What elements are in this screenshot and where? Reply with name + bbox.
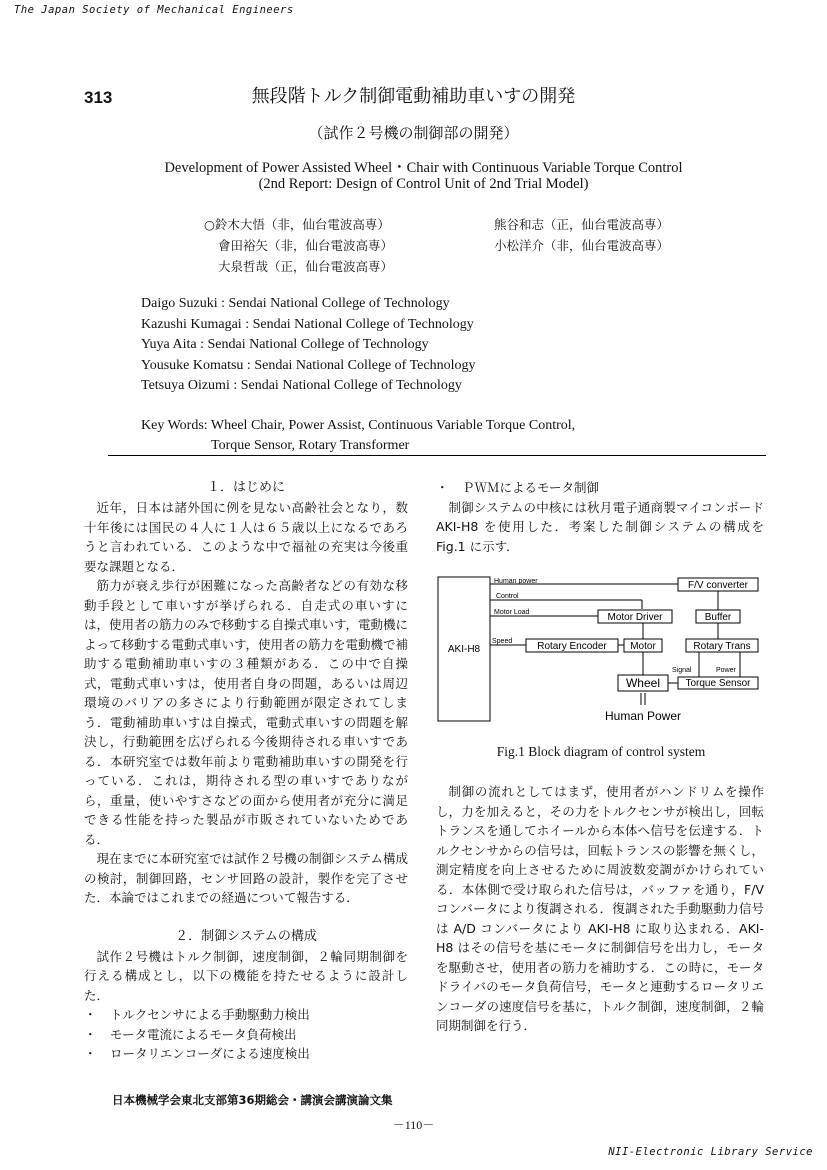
- keywords: [141, 416, 575, 456]
- header-divider: [108, 455, 766, 456]
- author-jp: 熊谷和志（正，仙台電波高専）: [494, 217, 670, 232]
- keywords-line: Torque Sensor, Rotary Transformer: [211, 438, 410, 453]
- authors-jp-left: [204, 214, 393, 277]
- list-item: ・ トルクセンサによる手動駆動力検出: [84, 1005, 408, 1025]
- author-jp: 大泉哲哉（正，仙台電波高専）: [218, 259, 394, 274]
- authors-jp-right: [494, 214, 669, 256]
- rotary-encoder-label: Rotary Encoder: [537, 641, 607, 652]
- section-heading: ２．制御システムの構成: [175, 928, 317, 944]
- author-en: Kazushi Kumagai : Sendai National College of Technology: [141, 316, 474, 332]
- paragraph: 制御システムの中核には秋月電子通商製マイコンボード AKI-H8 を使用した．考案した制御システムの構成を Fig.1 に示す．: [436, 499, 764, 554]
- section-heading: １．はじめに: [206, 480, 285, 495]
- fv-converter-label: F/V converter: [687, 580, 749, 591]
- buffer-label: Buffer: [704, 612, 732, 623]
- authors-en: [141, 294, 475, 397]
- paragraph: 筋力が衰え歩行が困難になった高齢者などの有効な移動手段として車いすが挙げられる．自走式の車いすには，使用者の筋力のみで移動する自操式車いす，電動機によって移動する電動式車いす，使用者の筋力を電動機で補助する電動補助車いすの３種類がある．この中で自操式，電動式車いすは，使用者自身の問題，あるいは周辺環境のバリアの多さにより行動範囲が限定されてしまう．電動補助車いすは自操式，電動式車いすの問題を解決し，行動範囲を広げられる今後期待される車いすである．本研究室では数年前より電動補助車いすの開発を行っている．これは，期待される型の車いすでありながら，重量，使いやすさなどの面から使用者が充分に満足できる性能を持った製品が市販されていないためである．: [84, 578, 409, 847]
- rotary-trans-label: Rotary Trans: [693, 641, 751, 652]
- power-label: Power: [716, 667, 736, 674]
- figure-caption: Fig.1 Block diagram of control system: [496, 744, 706, 759]
- block-diagram: [436, 575, 766, 725]
- control-label: Control: [496, 593, 519, 600]
- paragraph: 制御の流れとしてはまず，使用者がハンドリムを操作し，力を加えると，その力をトルクセンサが検出し，回転トランスを通してホイールから本体へ信号を伝達する．トルクセンサからの信号は，回転トランスの影響を無くし，測定精度を向上させるために周波数変調がかけられている．本体側で受け取られた信号は，バッファを通り，F/V コンバータにより復調される．復調された手動駆動力信号は A/D コンバータにより AKI-H8 に取り込まれる．AKI-H8 はその信号を基にモータに制御信号を出力し，モータを駆動させ，使用者の筋力を補助する．この時に，モータドライバのモータ負荷信号，モータと連動するロータリエンコーダの速度信号を基に，トルク制御，速度制御，２輪同期制御を行う．: [436, 784, 764, 1033]
- author-jp: 小松洋介（非，仙台電波高専）: [494, 238, 670, 253]
- paragraph: 試作２号機はトルク制御，速度制御，２輪同期制御を行える構成とし，以下の機能を持たせるように設計した．: [84, 948, 408, 1003]
- human-power-line-label: Human power: [494, 578, 538, 585]
- page-number: －110－: [392, 1118, 435, 1132]
- right-column-bottom: [436, 782, 764, 1036]
- paragraph: 現在までに本研究室では試作２号機の制御システム構成の検討，制御回路，センサ回路の設計，製作を完了させた．本論ではこれまでの経過について報告する．: [84, 851, 408, 905]
- author-jp: 會田裕矢（非，仙台電波高専）: [218, 238, 394, 253]
- list-item: ・ モータ電流によるモータ負荷検出: [84, 1025, 408, 1045]
- signal-label: Signal: [672, 667, 692, 674]
- nii-service-footer: NII-Electronic Library Service: [608, 1146, 813, 1158]
- motor-load-label: Motor Load: [494, 609, 530, 616]
- author-jp: ○鈴木大悟（非，仙台電波高専）: [204, 217, 390, 232]
- keywords-line: Key Words: Wheel Chair, Power Assist, Continuous Variable Torque Control,: [141, 418, 576, 433]
- title-jp: 無段階トルク制御電動補助車いすの開発: [251, 86, 576, 107]
- function-list: [84, 1005, 408, 1064]
- human-power-label: Human Power: [604, 709, 682, 723]
- subtitle-en: (2nd Report: Design of Control Unit of 2nd Trial Model): [258, 176, 589, 192]
- list-item: ・ ＰＷＭによるモータ制御: [436, 478, 764, 498]
- motor-driver-label: Motor Driver: [607, 612, 663, 623]
- pwm-list: [436, 478, 764, 498]
- wheel-label: Wheel: [625, 676, 661, 690]
- author-en: Yuya Aita : Sendai National College of Technology: [141, 337, 429, 352]
- right-column-top: [436, 478, 764, 556]
- society-header: The Japan Society of Mechanical Engineers: [14, 4, 294, 16]
- speed-label: Speed: [492, 638, 513, 645]
- aki-h8-label: AKI-H8: [447, 644, 481, 655]
- subtitle-jp: （試作２号機の制御部の開発）: [308, 124, 519, 142]
- left-column: [84, 478, 408, 1064]
- torque-sensor-label: Torque Sensor: [685, 678, 751, 689]
- paper-number: 313: [84, 88, 113, 107]
- motor-label: Motor: [630, 641, 656, 652]
- title-en: Development of Power Assisted Wheel・Chair with Continuous Variable Torque Control: [164, 160, 683, 176]
- author-en: Tetsuya Oizumi : Sendai National College of Technology: [141, 378, 462, 393]
- proceedings-footer: 日本機械学会東北支部第36期総会・講演会講演論文集: [112, 1093, 393, 1107]
- list-item: ・ ロータリエンコーダによる速度検出: [84, 1044, 408, 1064]
- paragraph: 近年，日本は諸外国に例を見ない高齢社会となり，数十年後には国民の４人に１人は６５歳以上になるであろうと言われている．このような中で福祉の充実は今後重要な課題となる．: [84, 500, 408, 574]
- author-en: Yousuke Komatsu : Sendai National College of Technology: [141, 357, 476, 373]
- author-en: Daigo Suzuki : Sendai National College of Technology: [141, 296, 450, 311]
